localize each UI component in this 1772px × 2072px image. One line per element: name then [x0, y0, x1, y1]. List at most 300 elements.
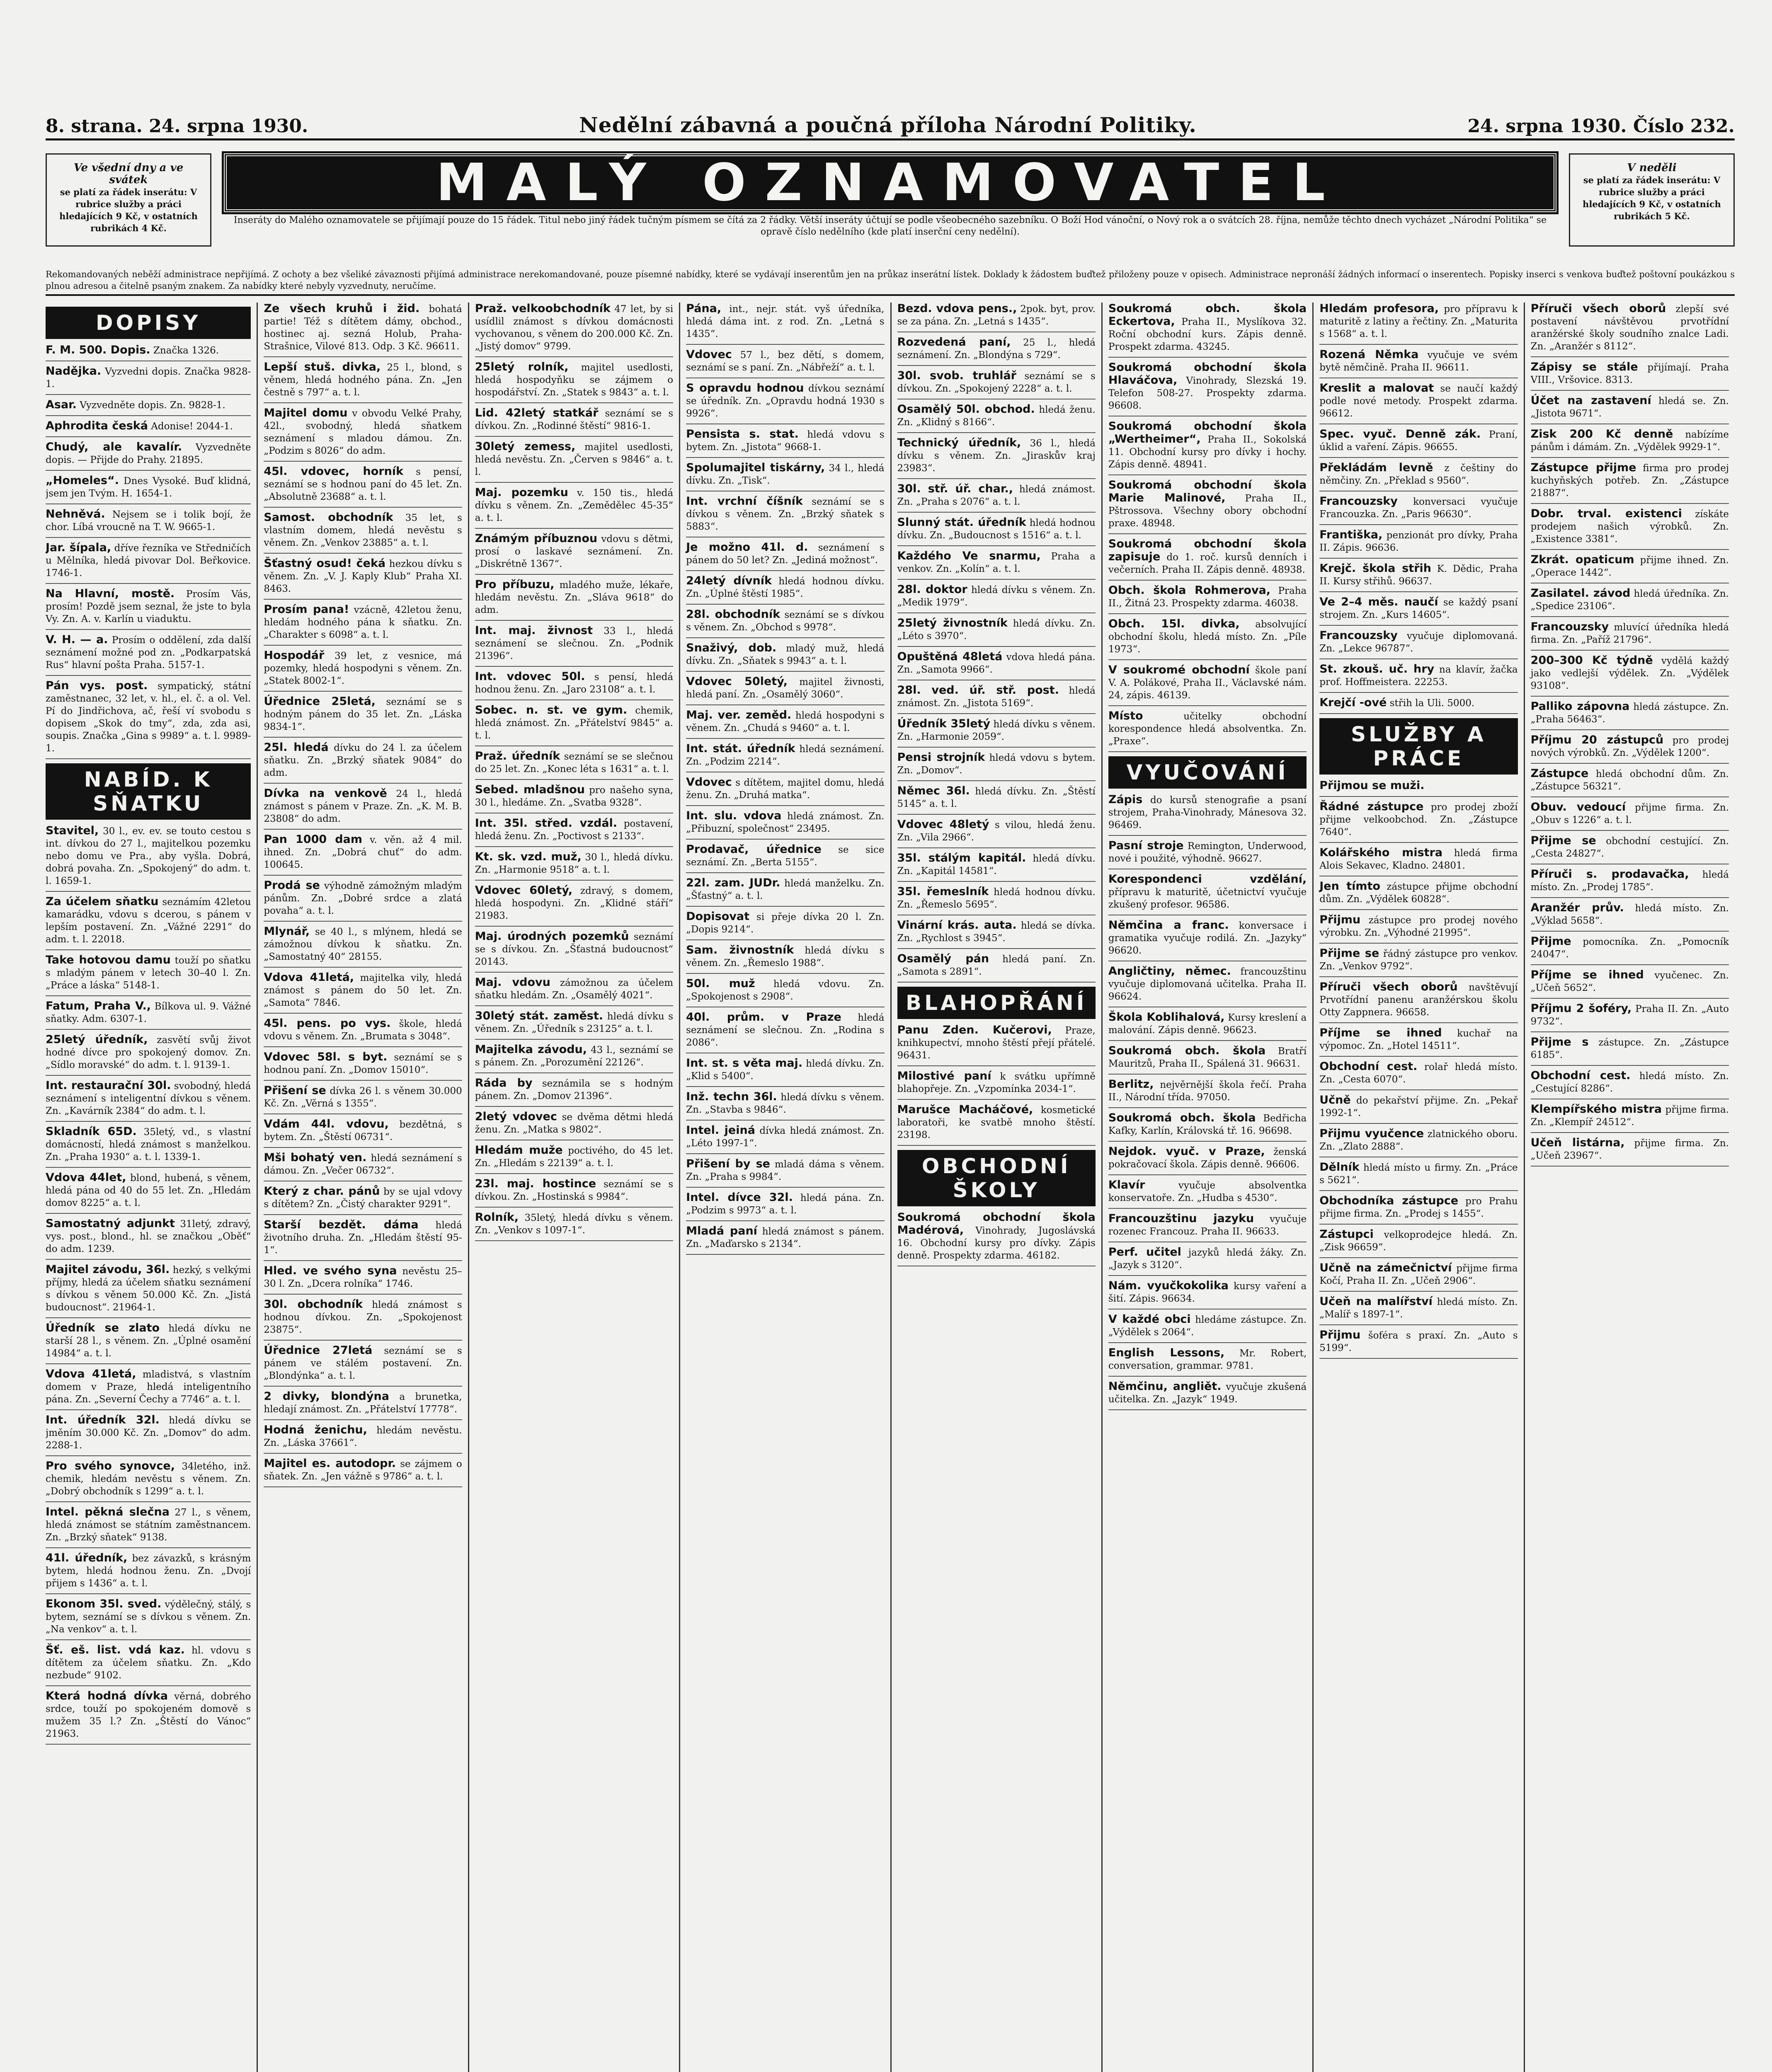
- ad-keyword: Vdovec 50letý,: [686, 675, 788, 688]
- ad-keyword: Kolářského mistra: [1319, 846, 1443, 859]
- ad-text: Praní, úklid a vaření. Zápis. 96655.: [1319, 429, 1518, 453]
- classified-ad: [264, 1152, 462, 1181]
- classified-ad: [1108, 919, 1307, 961]
- ad-keyword: Ve 2–4 měs. naučí: [1319, 595, 1438, 608]
- ad-keyword: Vdova 41letá,: [46, 1368, 136, 1380]
- classified-ad: [475, 1111, 673, 1140]
- classified-ad: [1319, 981, 1517, 1023]
- ad-keyword: Dívka na venkově: [264, 787, 387, 800]
- ad-text: hledá pána. Zn. „Podzim s 9973“ a. t. l.: [686, 1193, 885, 1216]
- ad-keyword: Vdovec: [686, 776, 732, 789]
- ad-keyword: Int. slu. vdova: [686, 809, 782, 822]
- supplement-title: Nedělní zábavná a poučná příloha Národní Politiky.: [579, 113, 1197, 137]
- ad-keyword: Obuv. vedoucí: [1530, 801, 1626, 813]
- ad-text: vyučuje ve svém bytě němčině. Praha II. 96611.: [1319, 350, 1518, 373]
- classified-ad: [475, 670, 673, 700]
- ad-text: škole paní V. A. Polákové, Praha II., Václavské nám. 24, zápis. 46139.: [1108, 665, 1307, 701]
- ad-keyword: Sebed. mladšnou: [475, 783, 585, 796]
- ad-keyword: Nám. vyučkokolika: [1108, 1279, 1229, 1292]
- ad-text: škole, hledá vdovu s věnem. Zn. „Brumata s 3048“.: [264, 1019, 462, 1042]
- ad-text: konversaci vyučuje Francouzka. Zn. „Paris 96630“.: [1319, 496, 1518, 520]
- classified-ad: [475, 579, 673, 621]
- ad-keyword: Zástupci: [1319, 1228, 1374, 1241]
- ad-text: hledá dívku s věnem. Zn. „Stavba s 9846“.: [686, 1092, 885, 1115]
- classified-ad: [1319, 562, 1517, 592]
- ad-keyword: Int. úředník 32l.: [46, 1414, 160, 1426]
- classified-ad: [686, 743, 884, 772]
- ad-text: v obvodu Velké Prahy, 42l., svobodný, hledá sňatkem seznámení s mladou dámou. Zn. „Podzim s 8026“ do adm.: [264, 408, 462, 456]
- classified-ad: [475, 1010, 673, 1040]
- ad-keyword: Mlynář,: [264, 925, 310, 938]
- ad-keyword: Maj. ver. zeměd.: [686, 709, 792, 721]
- ad-keyword: 24letý dívník: [686, 574, 772, 587]
- ad-keyword: Pasní stroje: [1108, 839, 1184, 852]
- ad-keyword: Francouzsky: [1319, 629, 1398, 642]
- ad-text: vyučenec. Zn. „Učeň 5652“.: [1530, 970, 1729, 993]
- ad-text: 34 l., hledá dívku. Zn. „Tisk“.: [686, 463, 885, 486]
- ad-text: zástupce. Zn. „Zástupce 6185“.: [1530, 1037, 1729, 1060]
- classified-ad: [1108, 1280, 1307, 1310]
- ad-text: dívku do 24 l. za účelem sňatku. Zn. „Brzký sňatek 9084“ do adm.: [264, 743, 462, 778]
- ad-keyword: Přišení by se: [686, 1157, 770, 1170]
- ad-keyword: 30letý stát. zaměst.: [475, 1009, 604, 1022]
- section-banner: MALÝ OZNAMOVATEL: [224, 153, 1556, 212]
- classified-ad: [264, 1265, 462, 1295]
- ad-keyword: Učeň listárna,: [1530, 1136, 1625, 1149]
- classified-ad: [686, 1225, 884, 1255]
- ad-text: hledám nevěstu. Zn. „Láska 37661“.: [264, 1425, 462, 1448]
- classified-ad: [475, 487, 673, 529]
- ad-text: 2pok. byt, prov. se za pána. Zn. „Letná s 1435“.: [897, 304, 1096, 327]
- classified-ad: [475, 1043, 673, 1073]
- ad-text: hledá dívku s věnem. Zn. „Řemeslo 1988“.: [686, 945, 885, 968]
- classified-ad: [264, 695, 462, 738]
- ad-keyword: V. H. — a.: [46, 633, 108, 646]
- ad-text: ženská pokračovací škola. Zápis denně. 96606.: [1108, 1147, 1307, 1170]
- ad-text: hledá se. Zn. „Jistota 9671“.: [1530, 396, 1729, 419]
- classified-ad: [46, 365, 251, 395]
- ad-keyword: Opuštěná 48letá: [897, 650, 1003, 663]
- ad-text: mladého muže, lékaře, hledám nevěstu. Zn. „Sláva 9618“ do adm.: [475, 580, 674, 615]
- ad-text: vydělá každý jako vedlejší výdělek. Zn. „Výdělek 93108“.: [1530, 656, 1729, 691]
- ad-keyword: 23l. maj. hostince: [475, 1177, 596, 1190]
- ad-keyword: Prodá se: [264, 879, 320, 892]
- classified-ad: [686, 1191, 884, 1221]
- classified-ad: [46, 680, 251, 759]
- classified-ad: [1108, 840, 1307, 869]
- ad-text: se 40 l., s mlýnem, hledá se zámožnou dívkou k sňatku. Zn. „Samostatný 40“ 28155.: [264, 927, 462, 962]
- ad-text: velkoprodejce hledá. Zn. „Zisk 96659“.: [1319, 1230, 1518, 1253]
- classified-ad: [475, 976, 673, 1006]
- ad-keyword: Angličtiny, němec.: [1108, 965, 1231, 978]
- ad-text: hledá vdovu s bytem. Zn. „Domov“.: [897, 753, 1096, 776]
- ad-keyword: S opravdu hodnou: [686, 382, 804, 395]
- ad-keyword: English Lessons,: [1108, 1346, 1225, 1359]
- classified-ad: [1319, 1295, 1517, 1325]
- classified-ad: [1319, 303, 1517, 345]
- ad-keyword: Přijme: [1530, 935, 1571, 948]
- classified-ad: [46, 420, 251, 437]
- ad-text: přijme firma. Zn. „Klempíř 24512“.: [1530, 1104, 1729, 1128]
- classified-ad: [264, 1344, 462, 1387]
- ad-keyword: 28l. obchodník: [686, 608, 781, 621]
- ad-text: 36 l., hledá dívku s věnem. Zn. „Jiraskův kraj 23983“.: [897, 438, 1096, 474]
- ad-keyword: Pána,: [686, 303, 722, 315]
- section-heading: NABÍD. K SŇATKU: [46, 763, 251, 820]
- ad-keyword: Francouzsky: [1319, 495, 1398, 508]
- classified-ad: [1531, 1070, 1729, 1099]
- ad-keyword: Zápis: [1108, 793, 1143, 806]
- ad-text: Praha II., Sokolská 11. Obchodní kursy pro dívky i hochy. Zápis denně. 48941.: [1108, 434, 1307, 470]
- ad-text: Vinohrady, Slezská 19. Telefon 508-27. Prospekty zdarma. 96608.: [1108, 375, 1307, 411]
- ad-text: 25 l., hledá seznámení. Zn. „Blondýna s 729“.: [897, 337, 1096, 361]
- classified-ad: [1531, 767, 1729, 797]
- page-number-date: 8. strana. 24. srpna 1930.: [46, 116, 308, 137]
- ad-text: vdovu s dětmi, prosí o laskavé seznámení. Zn. „Diskrétně 1367“.: [475, 534, 674, 569]
- ad-keyword: Přijme se: [1530, 834, 1596, 847]
- classified-ad: [897, 403, 1096, 433]
- classified-ad: [1531, 734, 1729, 764]
- ad-keyword: Palliko zápovna: [1530, 700, 1630, 713]
- classified-ad: [264, 1298, 462, 1341]
- ad-text: hledá vdovu s bytem. Zn. „Jistota“ 9668-1.: [686, 429, 885, 453]
- classified-ad: [475, 1144, 673, 1174]
- classified-ad: [897, 886, 1096, 915]
- classified-ad: [46, 1598, 251, 1640]
- ad-keyword: Soukromá obchodní škola zapisuje: [1108, 537, 1307, 563]
- classified-ad: [46, 1080, 251, 1122]
- ad-keyword: Za účelem sňatku: [46, 895, 159, 908]
- ad-text: zástupce pro prodej nového výrobku. Zn. „Výhodné 21995“.: [1319, 915, 1518, 938]
- ad-keyword: Majitel domu: [264, 407, 348, 419]
- classified-ad: [897, 583, 1096, 613]
- ad-text: hledá hodnou dívku. Zn. „Budoucnost s 1516“ a. t. l.: [897, 518, 1096, 541]
- ad-text: hledá hospodyni s věnem. Zn. „Chudá s 9460“ a. t. l.: [686, 710, 885, 733]
- ad-keyword: Přijme se: [1319, 947, 1379, 960]
- ad-text: střih la Uli. 5000.: [1387, 698, 1475, 709]
- ad-text: hledá seznámení s dámou. Zn. „Večer 06732“.: [264, 1153, 462, 1176]
- ad-keyword: Francouzsky: [1530, 620, 1609, 633]
- ad-keyword: Samost. obchodník: [264, 511, 393, 524]
- ad-keyword: Spolumajitel tiskárny,: [686, 461, 825, 474]
- ad-text: hledá dívku s věnem. Zn. „Medik 1979“.: [897, 585, 1096, 608]
- ad-text: výhodně zámožným mladým pánům. Zn. „Dobré srdce a zlatá povaha“ a. t. l.: [264, 881, 462, 916]
- ad-keyword: Int. stát. úředník: [686, 742, 795, 755]
- ad-keyword: Pro svého synovce,: [46, 1460, 175, 1472]
- ad-text: hledá obchodní dům. Zn. „Zástupce 56321“.: [1530, 769, 1729, 792]
- ad-keyword: Příjmu 20 zástupců: [1530, 733, 1664, 746]
- classified-ad: [1531, 935, 1729, 965]
- classified-ad: [897, 1024, 1096, 1066]
- classified-ad: [1319, 880, 1517, 910]
- ad-keyword: Nehněvá.: [46, 508, 105, 520]
- classified-ad: [1531, 1103, 1729, 1133]
- ad-text: Remington, Underwood, nové i použité, výhodně. 96627.: [1108, 841, 1307, 864]
- ad-keyword: Majitel es. autodopr.: [264, 1457, 396, 1470]
- column-5: [890, 303, 1101, 2072]
- ad-text: k svátku upřímně blahopřeje. Zn. „Vzpomínka 2034-1“.: [897, 1071, 1096, 1094]
- ad-keyword: Úřednice 25letá,: [264, 695, 376, 708]
- classified-ad: [1531, 868, 1729, 898]
- ad-keyword: Nadějka.: [46, 365, 102, 378]
- ad-keyword: Berlitz,: [1108, 1078, 1154, 1091]
- ad-keyword: Soukromá obchodní škola Marie Malinové,: [1108, 479, 1307, 504]
- ad-text: Mr. Robert, conversation, grammar. 9781.: [1108, 1348, 1307, 1371]
- ad-text: seznámí se s dívkou s věnem. Zn. „Brzký sňatek s 5883“.: [686, 496, 885, 532]
- classified-ad: [1108, 873, 1307, 915]
- ad-keyword: Starší bezdět. dáma: [264, 1218, 419, 1231]
- issue-number: 24. srpna 1930. Číslo 232.: [1467, 116, 1735, 137]
- classified-ad: [897, 919, 1096, 949]
- classified-ad: [1108, 794, 1307, 836]
- classified-ad: [475, 750, 673, 780]
- classified-ad: [46, 954, 251, 996]
- ad-text: hledá úředníka. Zn. „Spedice 23106“.: [1530, 588, 1729, 612]
- ad-text: seznámí se s hodným pánem do 35 let. Zn. „Láska 9834-1“.: [264, 697, 462, 732]
- classified-ad: [46, 441, 251, 471]
- ad-text: hledá zástupce. Zn. „Praha 56463“.: [1530, 702, 1729, 725]
- ad-keyword: Škola Koblihalová,: [1108, 1011, 1225, 1024]
- ad-keyword: F. M. 500. Dopis.: [46, 344, 150, 356]
- ad-keyword: Úředník se zlato: [46, 1322, 160, 1334]
- ad-text: dívka hledá známost. Zn. „Léto 1997-1“.: [686, 1126, 885, 1149]
- classified-ad: [1319, 1262, 1517, 1292]
- classified-ad: [1108, 965, 1307, 1007]
- classified-ad: [1108, 1045, 1307, 1075]
- ad-keyword: 200–300 Kč týdně: [1530, 654, 1653, 667]
- ad-text: bohatá partie! Též s dítětem dámy, obchod., hostinec aj. sezná Holub, Praha-Strašnice, Vilové 813. Odp. 3 Kč. 96611.: [264, 304, 462, 352]
- classified-ad: [264, 557, 462, 600]
- ad-text: Praha II. Zn. „Auto 9732“.: [1530, 1004, 1729, 1027]
- ad-text: zámožnou za účelem sňatku hledám. Zn. „Osamělý 4021“.: [475, 978, 674, 1001]
- classified-ad: [1319, 847, 1517, 876]
- classified-ad: [1531, 1002, 1729, 1032]
- ad-text: zástupce přijme obchodní dům. Zn. „Výdělek 60828“.: [1319, 881, 1518, 905]
- ad-keyword: Přijmu vyučence: [1319, 1127, 1424, 1140]
- classified-ad: [1319, 1128, 1517, 1157]
- classified-ad: [1108, 664, 1307, 706]
- ad-text: hledá známost. Zn. „Přibuzní, společnost“ 23495.: [686, 811, 885, 834]
- classified-ad: [264, 511, 462, 554]
- ad-keyword: Rozvedená paní,: [897, 336, 1011, 349]
- ad-text: absolvující obchodní školu, hledá místo. Zn. „Píle 1973“.: [1108, 619, 1307, 655]
- ad-keyword: Chudý, ale kavalír.: [46, 441, 182, 453]
- ad-text: dříve řezníka ve Středničích u Mělníka, hledá pivovar Dol. Beřkovice. 1746-1.: [46, 543, 251, 579]
- classified-ad: [264, 1390, 462, 1420]
- ad-keyword: Soukromá obchodní škola Hlaváčova,: [1108, 361, 1307, 387]
- classified-ad: [1108, 1078, 1307, 1108]
- ad-text: majitel usedlosti, hledá nevěstu. Zn. „Červen s 9846“ a. t. l.: [475, 442, 674, 477]
- ad-text: řádný zástupce pro venkov. Zn. „Venkov 9792“.: [1319, 949, 1518, 972]
- classified-ad: [1319, 801, 1517, 843]
- classified-ad: [46, 1034, 251, 1076]
- classified-ad: [1108, 361, 1307, 416]
- ad-keyword: Francouzštinu jazyku: [1108, 1212, 1254, 1225]
- ad-keyword: Učně: [1319, 1094, 1351, 1106]
- ad-keyword: Každého Ve snarmu,: [897, 549, 1041, 562]
- column-6: [1101, 303, 1312, 2072]
- classified-ad: [264, 1017, 462, 1047]
- classified-ad: [897, 303, 1096, 332]
- ad-text: hledá seznámení. Zn. „Podzim 2214“.: [686, 744, 885, 767]
- ad-text: přijímají. Praha VIII., Vršovice. 8313.: [1530, 362, 1729, 385]
- classified-ad: [475, 930, 673, 973]
- ad-text: 31letý, zdravý, vys. post., blond., hl. se značkou „Oběť“ do adm. 1239.: [46, 1219, 251, 1254]
- ad-keyword: Kreslit a malovat: [1319, 382, 1434, 395]
- classified-ad: [1319, 697, 1517, 714]
- classified-ad: [475, 704, 673, 746]
- ad-text: mladý muž, hledá dívku. Zn. „Sňatek s 9943“ a. t. l.: [686, 643, 885, 666]
- ad-keyword: Slunný stát. úředník: [897, 516, 1026, 529]
- classified-ad: [1319, 596, 1517, 626]
- ad-text: Vyzvedněte dopis. — Přijde do Prahy. 21895.: [46, 442, 251, 465]
- classified-ad: [264, 407, 462, 462]
- ad-keyword: Přišení se: [264, 1084, 326, 1097]
- ad-text: hledá místo u firmy. Zn. „Práce s 5621“.: [1319, 1162, 1518, 1186]
- ad-keyword: Němec 36l.: [897, 784, 970, 797]
- ad-text: nejvěrnější škola řečí. Praha II., Národní třída. 97050.: [1108, 1080, 1307, 1103]
- classified-ad: [264, 1051, 462, 1081]
- classified-ad: [264, 833, 462, 876]
- ad-keyword: 45l. pens. po vys.: [264, 1017, 391, 1030]
- ad-text: pro prodej zboží přijme velkoobchod. Zn. „Zástupce 7640“.: [1319, 802, 1518, 838]
- ad-keyword: Vdovec 60letý,: [475, 884, 573, 897]
- ad-text: vzácně, 42letou ženu, hledám hodného pána k sňatku. Zn. „Charakter s 6098“ a. t. l.: [264, 605, 462, 640]
- ad-keyword: Int. maj. živnost: [475, 624, 593, 637]
- ad-keyword: St. zkouš. uč. hry: [1319, 663, 1435, 675]
- classified-ad: [264, 741, 462, 784]
- column-7: [1312, 303, 1523, 2072]
- classified-ad: [46, 1690, 251, 1745]
- ad-text: vyučuje diplomovaná. Zn. „Lekce 96787“.: [1319, 631, 1518, 654]
- ad-keyword: Hledám profesora,: [1319, 303, 1439, 315]
- classified-ad: [897, 651, 1096, 680]
- ad-keyword: Int. 35l. střed. vzdál.: [475, 817, 618, 830]
- classified-ad: [897, 852, 1096, 882]
- ad-keyword: Vdovec 48letý: [897, 818, 989, 831]
- classified-ad: [1319, 1094, 1517, 1124]
- ad-text: Adonise! 2044-1.: [148, 421, 233, 432]
- ad-text: hezký, s velkými příjmy, hledá za účelem sňatku seznámení s dívkou s věnem 50.000 Kč. Zn. „Jistá budoucnost“. 21964-1.: [46, 1265, 251, 1313]
- ad-text: postavení, hledá ženu. Zn. „Poctivost s 2133“.: [475, 818, 674, 842]
- ad-keyword: Osamělý 50l. obchod.: [897, 403, 1035, 416]
- classified-ad: [475, 407, 673, 437]
- ad-text: 30 l., ev. ev. se touto cestou s int. dívkou do 27 l., majitelkou pozemku nebo domu ve Pra., aby vyšla. Dobrá, dobrá povaha. Zn. „Spokojený“ do adm. t. l. 1659-1.: [46, 826, 251, 886]
- ad-keyword: Zápisy se stále: [1530, 361, 1638, 373]
- classified-ad: [686, 810, 884, 840]
- ad-keyword: Intel. jeiná: [686, 1124, 755, 1137]
- ad-text: chemik, hledá známost. Zn. „Přátelství 9845“ a. t. l.: [475, 705, 674, 741]
- ad-text: z češtiny do němčiny. Zn. „Překlad s 9560“.: [1319, 463, 1518, 486]
- ad-text: kursy vaření a šití. Zápis. 96634.: [1108, 1281, 1307, 1304]
- ad-text: do 1. roč. kursů denních i večerních. Praha II. Zápis denně. 48938.: [1108, 552, 1307, 575]
- ad-text: pro prodej nových výrobků. Zn. „Výdělek 1200“.: [1530, 735, 1729, 758]
- ad-text: hledá známost s hodnou dívkou. Zn. „Spokojenost 23875“.: [264, 1300, 462, 1335]
- ad-text: hledá dívku ne starší 28 l., s věnem. Zn. „Úplné osamění 14984“ a. t. l.: [46, 1323, 251, 1359]
- ad-keyword: Který z char. pánů: [264, 1185, 380, 1198]
- classified-ad: [264, 361, 462, 403]
- ad-text: seznámení s pánem do 50 let? Zn. „Jediná možnost“.: [686, 542, 885, 566]
- ad-keyword: 28l. doktor: [897, 583, 967, 596]
- classified-ad: [1108, 303, 1307, 358]
- ad-text: vdova hledá pána. Zn. „Samota 9966“.: [897, 652, 1096, 675]
- ad-keyword: Hospodář: [264, 649, 325, 662]
- ad-text: Dnes Vysoké. Buď klidná, jsem jen Tvým. H. 1654-1.: [46, 476, 251, 499]
- ad-text: seznámí se s pánem ve stálém postavení. Zn. „Blondýnka“ a. t. l.: [264, 1346, 462, 1381]
- classified-ad: [264, 603, 462, 646]
- ad-text: kosmetické laboratoři, ke svatbě mnoho štěstí. 23198.: [897, 1105, 1096, 1140]
- ad-text: učitelky obchodní korespondence hledá absolventka. Zn. „Praxe“.: [1108, 711, 1307, 747]
- ad-keyword: Dopisovat: [686, 910, 750, 923]
- ad-text: nevěstu 25–30 l. Zn. „Dcera rolníka“ 1746.: [264, 1266, 462, 1289]
- classified-ad: [1531, 361, 1729, 391]
- ad-text: přípravu k maturitě, účetnictví vyučuje zkušený profesor. 96586.: [1108, 887, 1307, 910]
- ad-text: hledá firma Alois Sekavec, Kladno. 24801.: [1319, 848, 1518, 871]
- ad-keyword: Řádné zástupce: [1319, 800, 1424, 813]
- ad-text: Vyzvedni dopis. Značka 9828-1.: [46, 366, 251, 390]
- ad-keyword: Klempířského mistra: [1530, 1103, 1662, 1116]
- classified-ad: [897, 370, 1096, 399]
- ad-keyword: Intel. dívce 32l.: [686, 1191, 793, 1204]
- classified-ad: [475, 884, 673, 927]
- classified-ad: [1531, 902, 1729, 932]
- ad-text: s dítětem, majitel domu, hledá ženu. Zn. „Druhá matka“.: [686, 777, 885, 801]
- ad-text: hledá místo. Zn. „Cestující 8286“.: [1530, 1071, 1729, 1094]
- classified-ad: [46, 634, 251, 676]
- ad-text: zlepší své postavení návštěvou prvotřídní aranžérské školy soudního znalce Ladi. Zn. „Aranžér s 8112“.: [1530, 304, 1729, 352]
- ad-keyword: Příjme se ihned: [1319, 1026, 1442, 1039]
- classified-ad: [264, 1118, 462, 1148]
- ad-text: 30 l., hledá dívku. Zn. „Harmonie 9518“ a. t. l.: [475, 852, 674, 875]
- ad-keyword: Skladník 65D.: [46, 1125, 137, 1138]
- classified-ad: [686, 1124, 884, 1154]
- ad-keyword: Prosím pana!: [264, 603, 349, 616]
- ad-keyword: Dělník: [1319, 1161, 1360, 1174]
- classified-ad: [1319, 1195, 1517, 1225]
- ad-keyword: Účet na zastavení: [1530, 394, 1651, 407]
- ad-keyword: 25letý úředník,: [46, 1033, 148, 1046]
- classified-ad: [897, 617, 1096, 647]
- classified-ad: [264, 649, 462, 692]
- ad-keyword: Soukromá obch. škola: [1108, 1111, 1256, 1124]
- classified-ad: [264, 925, 462, 968]
- classified-ad: [264, 1084, 462, 1114]
- ad-keyword: Int. vrchní číšník: [686, 495, 803, 508]
- ad-keyword: 2letý vdovec: [475, 1110, 557, 1123]
- classified-ad: [897, 1070, 1096, 1100]
- classified-ad: [46, 1644, 251, 1686]
- ad-text: mladá dáma s věnem. Zn. „Praha s 9984“.: [686, 1159, 885, 1182]
- classified-ad: [264, 879, 462, 922]
- ad-keyword: Známým příbuznou: [475, 532, 598, 545]
- classified-ad: [46, 588, 251, 630]
- ad-text: Bílkova ul. 9. Vážné sňatky. Adm. 6307-1.: [46, 1001, 251, 1024]
- ad-text: dívka 26 l. s věnem 30.000 Kč. Zn. „Věrná s 1355“.: [264, 1086, 462, 1109]
- ad-keyword: 30l. stř. úř. char.,: [897, 482, 1013, 495]
- classified-ad: [1319, 663, 1517, 693]
- ad-text: int., nejr. stát. vyš úředníka, hledá dáma int. z rod. Zn. „Letná s 1435“.: [686, 304, 885, 339]
- ad-keyword: Vinární krás. auta.: [897, 919, 1017, 932]
- ad-keyword: Take hotovou damu: [46, 954, 171, 966]
- ad-keyword: Příruči všech oborů: [1530, 303, 1666, 315]
- ad-keyword: Němčina a franc.: [1108, 919, 1229, 932]
- ad-text: 39 let, z vesnice, má pozemky, hledá hospodyni s věnem. Zn. „Statek 8002-1“.: [264, 651, 462, 686]
- ad-text: v. věn. až 4 mil. ihned. Zn. „Dobrá chuť“ do adm. 100645.: [264, 835, 462, 870]
- ad-keyword: 25l. hledá: [264, 741, 329, 754]
- column-2: [257, 303, 468, 2072]
- ad-text: Bedřicha Kafky, Karlín, Královská tř. 16. 96698.: [1108, 1113, 1307, 1136]
- ad-keyword: Úředník 35letý: [897, 717, 991, 730]
